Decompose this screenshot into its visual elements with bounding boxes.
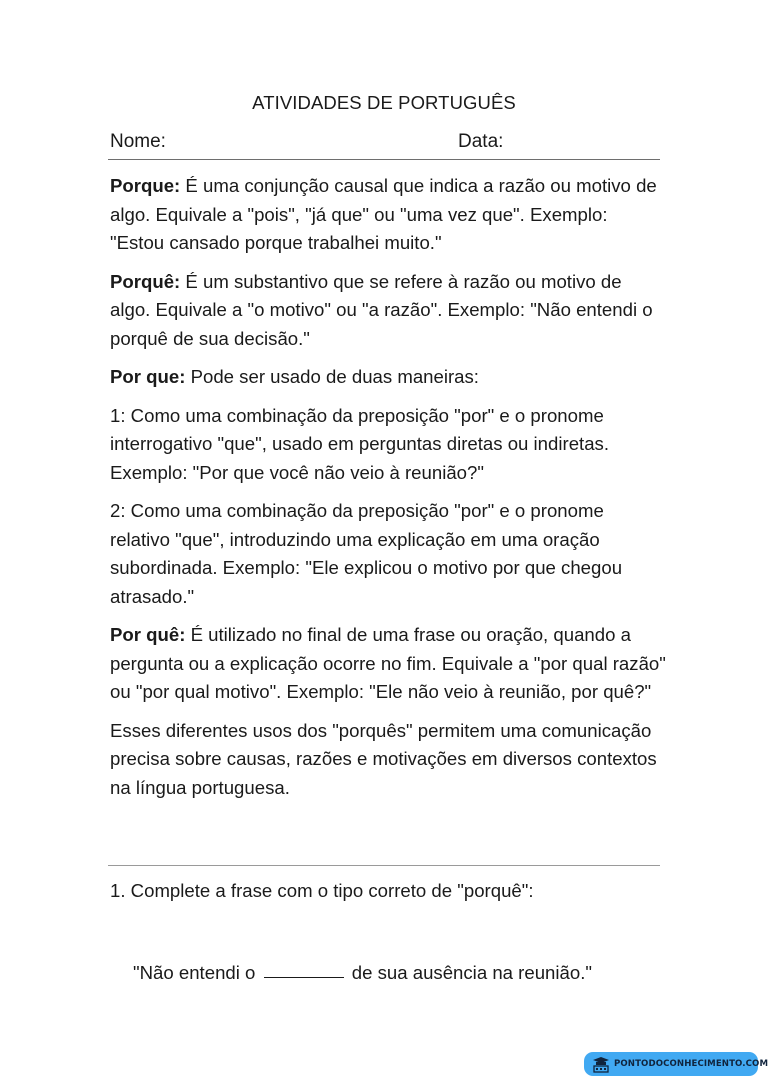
term-definition: Pode ser usado de duas maneiras: — [185, 366, 479, 387]
section-porque-substantivo — [110, 268, 666, 354]
exercise-divider — [108, 865, 660, 866]
term-label: Por que: — [110, 366, 186, 387]
name-label: Nome: — [110, 131, 166, 152]
date-label: Data: — [458, 131, 504, 152]
brand-text: PONTODOCONHECIMENTO.COM — [614, 1059, 768, 1069]
explanation-content — [110, 172, 666, 812]
header-divider — [108, 159, 660, 160]
section-por-que-usage-1 — [110, 402, 666, 488]
term-definition: É uma conjunção causal que indica a razão ou motivo de algo. Equivale a "pois", "já que" ou "uma vez que". Exemplo: "Estou cansado porque trabalhei muito." — [110, 175, 657, 253]
term-definition: É utilizado no final de uma frase ou oração, quando a pergunta ou a explicação ocorre no fim. Equivale a "por qual razão" ou "por qual motivo". Exemplo: "Ele não veio à reunião, por quê?" — [110, 624, 666, 702]
section-conclusion — [110, 717, 666, 803]
sentence-start: "Não entendi o — [133, 962, 256, 983]
term-label: Por quê: — [110, 624, 186, 645]
section-por-que-usage-2 — [110, 497, 666, 611]
term-definition: É um substantivo que se refere à razão ou motivo de algo. Equivale a "o motivo" ou "a razão". Exemplo: "Não entendi o porquê de sua decisão." — [110, 270, 653, 349]
page-title: ATIVIDADES DE PORTUGUÊS — [252, 92, 516, 113]
exercise-sentence — [133, 958, 592, 987]
section-por-que — [110, 363, 666, 392]
exercise-instruction: 1. Complete a frase com o tipo correto de "porquê": — [110, 880, 534, 901]
brand-badge[interactable] — [584, 1052, 768, 1076]
section-porque — [110, 172, 666, 258]
graduation-school-icon — [592, 1056, 610, 1073]
conclusion-text: Esses diferentes usos dos "porquês" permitem uma comunicação precisa sobre causas, razões e motivações em diversos contextos na língua portuguesa. — [110, 719, 657, 798]
term-label: Porque: — [110, 175, 181, 196]
usage-text: 1: Como uma combinação da preposição "por" e o pronome interrogativo "que", usado em perguntas diretas ou indiretas. Exemplo: "Por que você não veio à reunião?" — [110, 404, 609, 483]
term-label: Porquê: — [110, 270, 181, 292]
answer-blank[interactable] — [264, 957, 344, 978]
sentence-end: de sua ausência na reunião." — [351, 962, 592, 983]
section-por-que-final — [110, 621, 666, 707]
usage-text: 2: Como uma combinação da preposição "por" e o pronome relativo "que", introduzindo uma explicação em uma oração subordinada. Exemplo: "Ele explicou o motivo por que chegou atrasado." — [110, 500, 623, 607]
